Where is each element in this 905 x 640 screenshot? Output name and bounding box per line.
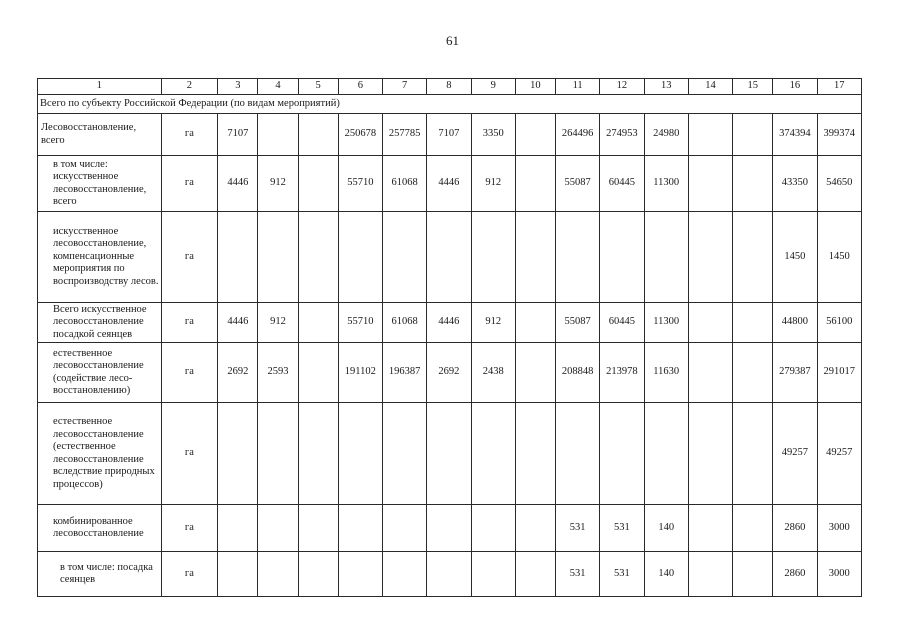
table-cell: 2692 — [218, 343, 258, 403]
table-cell — [338, 212, 382, 303]
table-cell — [427, 505, 471, 552]
table-cell: 140 — [644, 552, 688, 597]
table-row — [38, 343, 862, 403]
table-cell: 912 — [471, 156, 515, 212]
table-cell — [258, 505, 298, 552]
table-cell — [515, 156, 555, 212]
table-cell — [382, 403, 426, 505]
column-header: 17 — [817, 79, 861, 95]
table-cell: 2593 — [258, 343, 298, 403]
column-header: 4 — [258, 79, 298, 95]
table-cell — [427, 403, 471, 505]
row-label: естественное лесовосстановление (естественное лесовосстановление вследствие природных процессов) — [38, 403, 162, 505]
table-cell — [733, 156, 773, 212]
table-cell: 374394 — [773, 114, 817, 156]
table-cell: 44800 — [773, 303, 817, 343]
table-cell: 912 — [471, 303, 515, 343]
row-label: Лесовосстановление, всего — [38, 114, 162, 156]
table-cell — [471, 552, 515, 597]
table-cell: 531 — [555, 505, 599, 552]
table-cell: 213978 — [600, 343, 644, 403]
table-cell — [515, 403, 555, 505]
column-header: 5 — [298, 79, 338, 95]
column-header: 11 — [555, 79, 599, 95]
table-cell: 11300 — [644, 303, 688, 343]
table-cell: 279387 — [773, 343, 817, 403]
table-cell — [298, 505, 338, 552]
row-label: в том числе: посадка сеянцев — [38, 552, 162, 597]
table-cell — [298, 403, 338, 505]
table-cell — [733, 505, 773, 552]
table-cell — [218, 552, 258, 597]
table-cell: 49257 — [817, 403, 861, 505]
table-cell: 4446 — [218, 156, 258, 212]
column-header: 6 — [338, 79, 382, 95]
table-row — [38, 552, 862, 597]
table-cell: 55087 — [555, 303, 599, 343]
table-cell: 196387 — [382, 343, 426, 403]
table-cell — [515, 552, 555, 597]
row-label: естественное лесовосстановление (содействие лесо-восстановлению) — [38, 343, 162, 403]
table-cell: 61068 — [382, 156, 426, 212]
table-cell: 4446 — [427, 303, 471, 343]
column-header: 16 — [773, 79, 817, 95]
table-cell: 912 — [258, 156, 298, 212]
row-label: Всего искусственное лесовосстановление посадкой сеянцев — [38, 303, 162, 343]
table-cell: 264496 — [555, 114, 599, 156]
row-unit: га — [161, 303, 218, 343]
table-cell: 7107 — [427, 114, 471, 156]
table-cell: 7107 — [218, 114, 258, 156]
table-cell — [555, 212, 599, 303]
page-number: 61 — [446, 33, 459, 48]
table-cell — [427, 552, 471, 597]
table-cell — [471, 403, 515, 505]
column-header: 10 — [515, 79, 555, 95]
row-label: искусственное лесовосстановление, компенсационные мероприятия по воспроизводству лесов. — [38, 212, 162, 303]
table-cell — [688, 156, 732, 212]
table-cell: 3000 — [817, 552, 861, 597]
table-cell: 274953 — [600, 114, 644, 156]
table-cell — [515, 114, 555, 156]
row-unit: га — [161, 505, 218, 552]
section-title: Всего по субъекту Российской Федерации (по видам мероприятий) — [38, 95, 862, 114]
row-label: в том числе: искусственное лесовосстановление, всего — [38, 156, 162, 212]
table-cell — [733, 114, 773, 156]
table-cell: 2692 — [427, 343, 471, 403]
table-cell — [471, 505, 515, 552]
table-cell — [515, 505, 555, 552]
row-unit: га — [161, 156, 218, 212]
table-cell: 55710 — [338, 156, 382, 212]
table-cell: 531 — [600, 552, 644, 597]
table-cell — [298, 114, 338, 156]
table-cell — [218, 505, 258, 552]
table-cell — [338, 505, 382, 552]
table-cell: 55710 — [338, 303, 382, 343]
table-cell — [555, 403, 599, 505]
row-label: комбинированное лесовосстановление — [38, 505, 162, 552]
table-cell — [218, 212, 258, 303]
table-cell: 399374 — [817, 114, 861, 156]
row-unit: га — [161, 343, 218, 403]
table-body — [38, 79, 862, 597]
table-cell: 4446 — [427, 156, 471, 212]
column-header: 8 — [427, 79, 471, 95]
table-row — [38, 303, 862, 343]
table-row — [38, 114, 862, 156]
table-cell — [733, 403, 773, 505]
table-cell: 1450 — [817, 212, 861, 303]
table-cell: 11300 — [644, 156, 688, 212]
table-cell — [600, 212, 644, 303]
data-table — [37, 78, 862, 597]
table-cell — [688, 212, 732, 303]
table-cell — [218, 403, 258, 505]
column-header: 12 — [600, 79, 644, 95]
column-header: 3 — [218, 79, 258, 95]
section-row — [38, 95, 862, 114]
table-cell — [258, 552, 298, 597]
table-cell — [258, 212, 298, 303]
table-cell: 291017 — [817, 343, 861, 403]
table-cell: 531 — [555, 552, 599, 597]
table-cell — [382, 505, 426, 552]
table-cell — [688, 403, 732, 505]
table-cell — [644, 403, 688, 505]
table-cell — [688, 114, 732, 156]
table-cell: 912 — [258, 303, 298, 343]
table-cell: 2438 — [471, 343, 515, 403]
table-cell: 54650 — [817, 156, 861, 212]
table-cell: 55087 — [555, 156, 599, 212]
table-cell — [298, 552, 338, 597]
column-header: 14 — [688, 79, 732, 95]
table-row — [38, 156, 862, 212]
table-cell — [298, 212, 338, 303]
table-cell — [644, 212, 688, 303]
row-unit: га — [161, 114, 218, 156]
table-cell — [382, 212, 426, 303]
table-cell — [515, 212, 555, 303]
column-header: 9 — [471, 79, 515, 95]
column-header: 2 — [161, 79, 218, 95]
table-cell — [515, 303, 555, 343]
table-cell: 60445 — [600, 303, 644, 343]
row-unit: га — [161, 403, 218, 505]
row-unit: га — [161, 552, 218, 597]
row-unit: га — [161, 212, 218, 303]
table-cell: 531 — [600, 505, 644, 552]
table-cell: 2860 — [773, 552, 817, 597]
table-cell: 208848 — [555, 343, 599, 403]
table-cell — [515, 343, 555, 403]
table-cell — [338, 403, 382, 505]
table-cell — [471, 212, 515, 303]
table-cell: 56100 — [817, 303, 861, 343]
table-cell: 11630 — [644, 343, 688, 403]
table-cell — [688, 505, 732, 552]
table-cell — [382, 552, 426, 597]
table-cell — [600, 403, 644, 505]
table-cell — [733, 212, 773, 303]
table-cell: 257785 — [382, 114, 426, 156]
table-row — [38, 212, 862, 303]
table-cell — [733, 343, 773, 403]
table-row — [38, 403, 862, 505]
table-cell: 3000 — [817, 505, 861, 552]
table-cell: 2860 — [773, 505, 817, 552]
table-cell — [427, 212, 471, 303]
table-cell: 140 — [644, 505, 688, 552]
table-cell — [688, 303, 732, 343]
table-cell: 60445 — [600, 156, 644, 212]
column-header: 15 — [733, 79, 773, 95]
table-cell: 24980 — [644, 114, 688, 156]
table-cell — [258, 114, 298, 156]
table-cell: 49257 — [773, 403, 817, 505]
table-cell: 1450 — [773, 212, 817, 303]
table-cell: 250678 — [338, 114, 382, 156]
table-cell — [688, 343, 732, 403]
table-cell — [688, 552, 732, 597]
column-header: 13 — [644, 79, 688, 95]
table-cell — [298, 303, 338, 343]
table-cell — [298, 156, 338, 212]
table-cell — [298, 343, 338, 403]
column-header: 1 — [38, 79, 162, 95]
table-header-row — [38, 79, 862, 95]
table-cell: 61068 — [382, 303, 426, 343]
table-cell: 191102 — [338, 343, 382, 403]
table-cell — [338, 552, 382, 597]
table-cell — [733, 552, 773, 597]
table-cell: 4446 — [218, 303, 258, 343]
table-cell — [258, 403, 298, 505]
table-cell: 43350 — [773, 156, 817, 212]
column-header: 7 — [382, 79, 426, 95]
table-cell: 3350 — [471, 114, 515, 156]
table-cell — [733, 303, 773, 343]
table-row — [38, 505, 862, 552]
